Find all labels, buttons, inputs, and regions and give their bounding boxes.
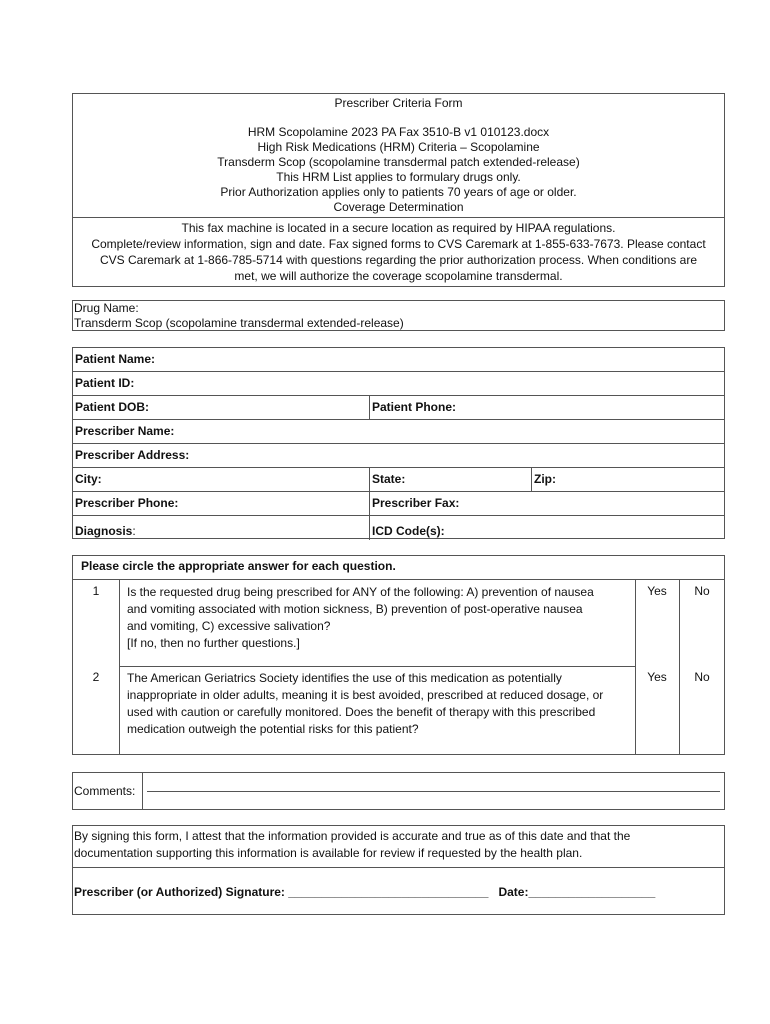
comments-label: Comments: [74, 784, 136, 798]
patient-phone-field[interactable]: Patient Phone: [369, 396, 724, 419]
comments-input-line[interactable] [147, 791, 720, 792]
question-line: used with caution or carefully monitored. Does the benefit of therapy with this prescribed [127, 705, 596, 719]
header-line-formulary: This HRM List applies to formulary drugs only. [276, 170, 521, 184]
attestation-box [72, 825, 725, 915]
questions-table [72, 555, 725, 755]
column-divider [119, 580, 120, 754]
drug-name-label: Drug Name: [74, 301, 139, 315]
attestation-divider [73, 867, 724, 868]
question-number: 2 [92, 670, 100, 684]
drug-name-value[interactable]: Transderm Scop (scopolamine transdermal extended-release) [74, 316, 404, 330]
question-line: [If no, then no further questions.] [127, 636, 300, 650]
row-prescriber-name [73, 420, 724, 444]
question-text [127, 670, 635, 738]
notice-line-authorize: met, we will authorize the coverage scopolamine transdermal. [234, 269, 563, 283]
form-title: Prescriber Criteria Form [334, 96, 463, 110]
answer-no-option[interactable]: No [694, 670, 710, 684]
header-title-section [73, 94, 724, 218]
header-line-prior-auth: Prior Authorization applies only to patients 70 years of age or older. [220, 185, 577, 199]
answer-yes-option[interactable]: Yes [647, 670, 667, 684]
column-divider [635, 580, 636, 754]
attestation-line: By signing this form, I attest that the information provided is accurate and true as of this date and that the [74, 829, 631, 843]
question-line: and vomiting, C) excessive salivation? [127, 619, 331, 633]
attestation-line: documentation supporting this information is available for review if requested by the health plan. [74, 846, 583, 860]
notice-line-contact: CVS Caremark at 1-866-785-5714 with questions regarding the prior authorization process. When conditions are [100, 253, 697, 267]
header-line-coverage: Coverage Determination [333, 200, 464, 214]
patient-id-field[interactable]: Patient ID: [75, 376, 135, 390]
form-header [72, 93, 725, 287]
header-line-file: HRM Scopolamine 2023 PA Fax 3510-B v1 010123.docx [247, 125, 550, 139]
attestation-text [74, 828, 714, 862]
prescriber-phone-field[interactable]: Prescriber Phone: [75, 496, 179, 510]
patient-dob-field[interactable]: Patient DOB: [75, 400, 150, 414]
prescriber-name-field[interactable]: Prescriber Name: [75, 424, 175, 438]
row-prescriber-address [73, 444, 724, 468]
question-line: The American Geriatrics Society identifies the use of this medication as potentially [127, 671, 562, 685]
city-field[interactable]: City: [75, 472, 102, 486]
drug-name-box [72, 300, 725, 331]
question-separator [119, 666, 635, 667]
notice-line-hipaa: This fax machine is located in a secure location as required by HIPAA regulations. [181, 221, 616, 235]
state-field[interactable]: State: [369, 468, 531, 491]
question-line: and vomiting associated with motion sickness, B) prevention of post-operative nausea [127, 602, 583, 616]
column-divider [679, 580, 680, 754]
question-line: Is the requested drug being prescribed for ANY of the following: A) prevention of nausea [127, 585, 594, 599]
header-line-criteria: High Risk Medications (HRM) Criteria – Scopolamine [257, 140, 540, 154]
row-patient-dob [73, 396, 724, 420]
header-notice-section [73, 218, 724, 284]
row-prescriber-phone-fax [73, 492, 724, 516]
diagnosis-colon: : [132, 524, 136, 538]
answer-no-option[interactable]: No [694, 584, 710, 598]
patient-info-table [72, 347, 725, 539]
diagnosis-label: Diagnosis [75, 524, 133, 538]
question-text [127, 584, 635, 652]
question-line: inappropriate in older adults, meaning it is best avoided, prescribed at reduced dosage, or [127, 688, 604, 702]
comments-divider [142, 773, 143, 809]
header-line-drug: Transderm Scop (scopolamine transdermal patch extended-release) [217, 155, 580, 169]
notice-line-fax: Complete/review information, sign and date. Fax signed forms to CVS Caremark at 1-855-633-7673. Please contact [91, 237, 706, 251]
patient-name-field[interactable]: Patient Name: [75, 352, 156, 366]
icd-codes-field[interactable]: ICD Code(s): [369, 516, 724, 540]
row-patient-id [73, 372, 724, 396]
signature-date-field[interactable]: Prescriber (or Authorized) Signature: ______________________________ Date:___________________ [74, 885, 656, 899]
row-diagnosis [73, 516, 724, 540]
zip-field[interactable]: Zip: [531, 468, 724, 491]
question-number: 1 [92, 584, 100, 598]
prescriber-fax-field[interactable]: Prescriber Fax: [369, 492, 724, 515]
diagnosis-field[interactable] [73, 516, 369, 540]
prescriber-address-field[interactable]: Prescriber Address: [75, 448, 190, 462]
row-patient-name [73, 348, 724, 372]
question-line: medication outweigh the potential risks for this patient? [127, 722, 419, 736]
questions-instructions: Please circle the appropriate answer for each question. [73, 556, 724, 580]
comments-box [72, 772, 725, 810]
answer-yes-option[interactable]: Yes [647, 584, 667, 598]
row-city-state-zip [73, 468, 724, 492]
